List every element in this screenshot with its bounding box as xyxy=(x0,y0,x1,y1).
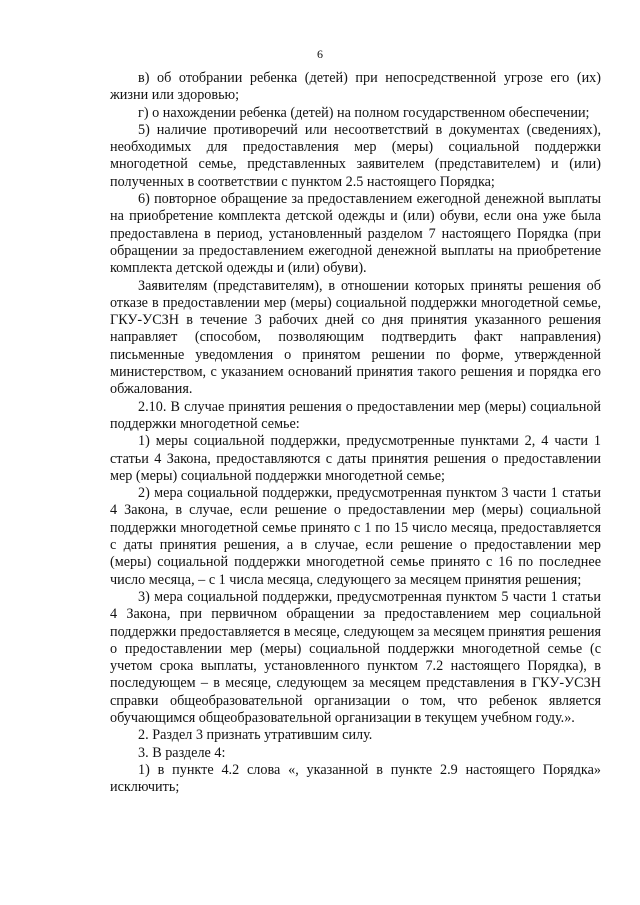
paragraph-item-g: г) о нахождении ребенка (детей) на полном государственном обеспечении; xyxy=(138,104,590,121)
paragraph-2-10-item-3: 3) мера социальной поддержки, предусмотренная пунктом 5 части 1 статьи 4 Закона, при первичном обращении за предоставлением мер социальной поддержки предоставляется в месяце, следующем за месяцем принятия решения о предоставлении мер (меры) социальной поддержки многодетной семье (с учетом срока выплаты, установленного пунктом 7.2 настоящего Порядка), в последующем – в месяце, следующем за месяцем представления в ГКУ-УСЗН справки общеобразовательной организации о том, что ребенок является обучающимся общеобразовательной организации в текущем учебном году.». xyxy=(110,588,601,726)
paragraph-section-4-item-1: 1) в пункте 4.2 слова «, указанной в пункте 2.9 настоящего Порядка» исключить; xyxy=(110,761,601,796)
paragraph-section-4: 3. В разделе 4: xyxy=(138,744,226,761)
paragraph-item-5: 5) наличие противоречий или несоответствий в документах (сведениях), необходимых для предоставления мер (меры) социальной поддержки многодетной семье, представленных заявителем (представителем) и (или) полученных в соответствии с пунктом 2.5 настоящего Порядка; xyxy=(110,121,601,190)
paragraph-2-10-item-2: 2) мера социальной поддержки, предусмотренная пунктом 3 части 1 статьи 4 Закона, в случае, если решение о предоставлении мер (меры) социальной поддержки многодетной семье принято с 1 по 15 число месяца, предоставляется с даты принятия решения, а в случае, если решение о предоставлении мер (меры) социальной поддержки многодетной семье принято с 16 по последнее число месяца, – с 1 числа месяца, следующего за месяцем принятия решения; xyxy=(110,485,601,588)
paragraph-item-6: 6) повторное обращение за предоставлением ежегодной денежной выплаты на приобретение комплекта детской одежды и (или) обуви, если она уже была предоставлена в период, установленный разделом 7 настоящего Порядка (при обращении за предоставлением ежегодной денежной выплаты на приобретение комплекта детской одежды и (или) обуви). xyxy=(110,191,601,277)
paragraph-item-v: в) об отобрании ребенка (детей) при непосредственной угрозе его (их) жизни или здоровью; xyxy=(110,70,601,104)
paragraph-refusal-notice: Заявителям (представителям), в отношении которых приняты решения об отказе в предоставлении мер (меры) социальной поддержки многодетной семье, ГКУ-УСЗН в течение 3 рабочих дней со дня принятия указанного решения направляет (способом, позволяющим подтвердить факт направления) письменные уведомления о принятом решении по форме, утвержденной министерством, с указанием оснований принятия такого решения и порядка его обжалования. xyxy=(110,277,601,398)
paragraph-section-3: 2. Раздел 3 признать утратившим силу. xyxy=(138,727,373,744)
paragraph-2-10: 2.10. В случае принятия решения о предоставлении мер (меры) социальной поддержки многодетной семье: xyxy=(110,398,601,432)
document-body xyxy=(110,70,601,796)
page-number: 6 xyxy=(317,47,323,61)
paragraph-2-10-item-1: 1) меры социальной поддержки, предусмотренные пунктами 2, 4 части 1 статьи 4 Закона, предоставляются с даты принятия решения о предоставлении мер (меры) социальной поддержки многодетной семье; xyxy=(110,433,601,484)
